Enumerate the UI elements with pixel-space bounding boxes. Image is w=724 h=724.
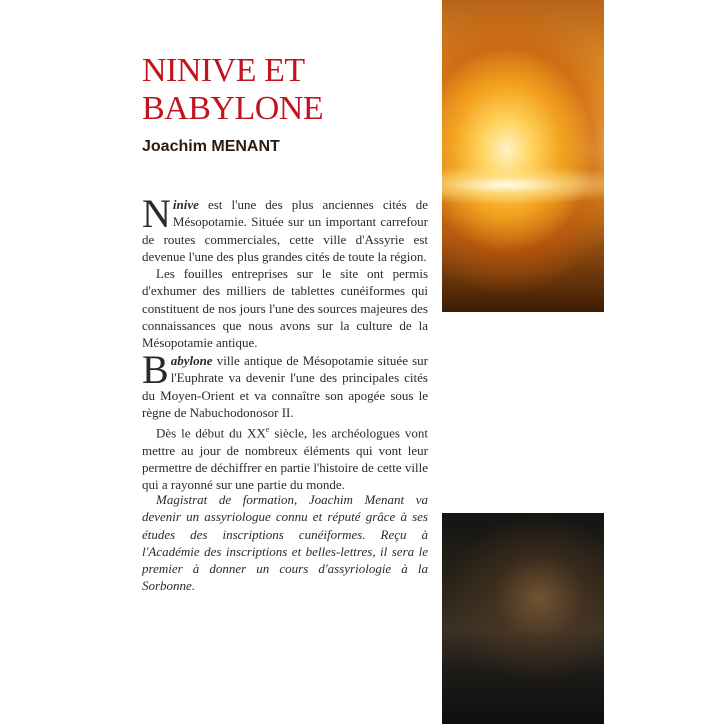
horizon-glow [442,150,604,220]
babylone-paragraph-1-text: ville antique de Mésopotamie située sur l'Euphrate va devenir l'une des principales cités du Moyen-Orient et va connaître son apogée sous le règne de Nabuchodonosor II. [142,353,428,420]
ninive-paragraph-1-text: est l'une des plus anciennes cités de Mésopotamie. Située sur un important carrefour de routes commerciales, cette ville d'Assyrie est devenue l'une des plus grandes cités de toute la région. [142,197,428,264]
century-superscript: e [265,425,270,435]
book-title [142,52,323,128]
ninive-paragraph-2: Les fouilles entreprises sur le site ont permis d'exhumer des milliers de tablettes cunéiformes qui constituent de nos jours l'une des sources majeures des connaissances que nous avons sur la culture de la Mésopotamie antique. [142,266,428,351]
ninive-keyword: inive [172,197,199,212]
author-bio [142,491,428,595]
title-line-1: NINIVE ET [142,52,305,89]
babylone-paragraph-1 [142,347,428,421]
babylone-paragraph-2-start: Dès le début du XX [156,425,266,441]
ninive-paragraph-1 [142,191,428,265]
babylone-section [142,347,428,494]
babylone-paragraph-2 [142,421,428,494]
author-bio-text: Magistrat de formation, Joachim Menant va devenir un assyriologue connu et réputé grâce à ses études des inscriptions cunéiformes. Reçu à l'Académie des inscriptions et belles-lettres, il sera le premier à donner un cours d'assyriologie à la Sorbonne. [142,492,428,594]
author-name: Joachim MENANT [142,138,280,155]
ninive-section [142,191,428,352]
dropcap-n: N [142,191,171,236]
dark-sky-image [442,513,604,724]
title-line-2: BABYLONE [142,90,324,127]
dropcap-b: B [142,347,169,392]
babylone-paragraph-2-end: siècle, les archéologues vont mettre au jour de nombreux éléments qui vont leur permettre de déchiffrer en partie l'histoire de cette ville qui a rayonné sur une partie du monde. [142,425,428,493]
babylone-keyword: abylone [170,353,213,368]
